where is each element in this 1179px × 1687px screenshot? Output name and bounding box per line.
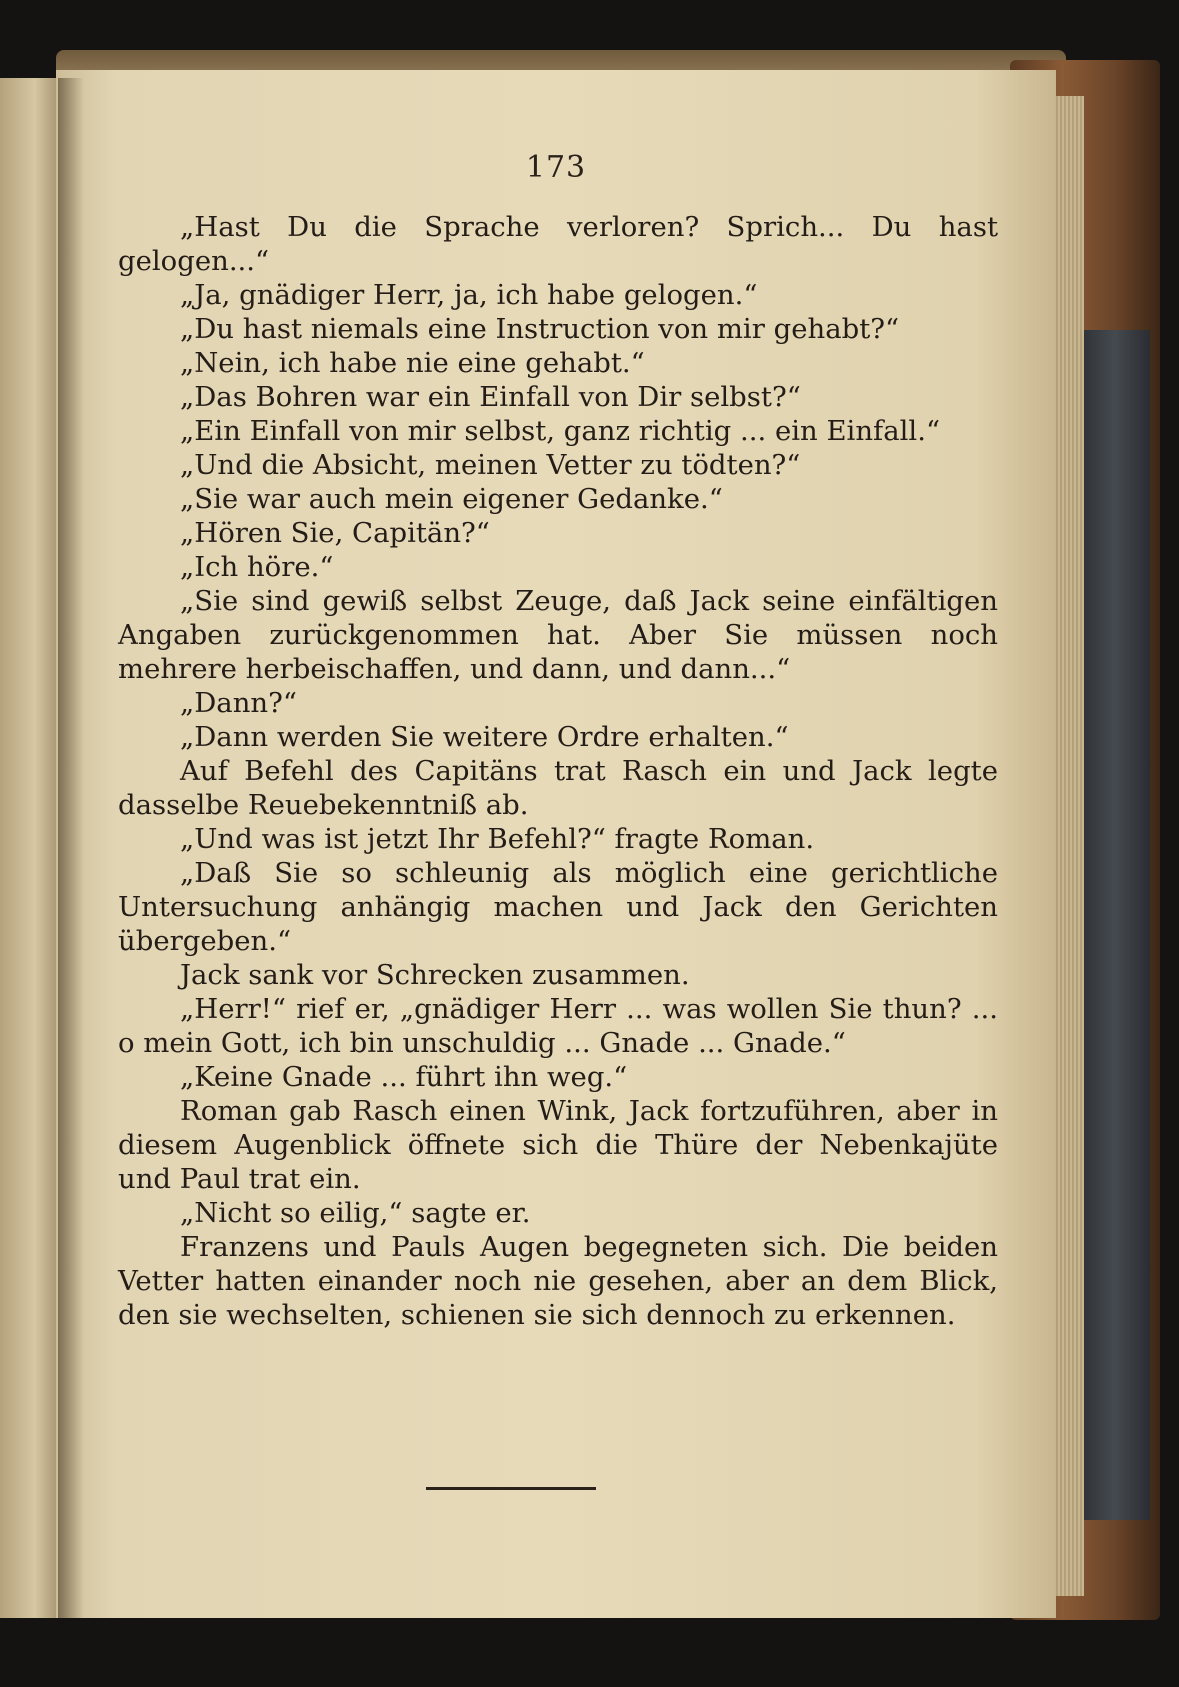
paragraph: Roman gab Rasch einen Wink, Jack fortzuführen, aber in diesem Augenblick öffnete sich die Thüre der Nebenkajüte und Paul trat ein. — [118, 1095, 998, 1195]
paragraph: „Sie war auch mein eigener Gedanke.“ — [180, 483, 723, 515]
spine-shadow — [58, 78, 84, 1618]
paragraph: „Hast Du die Sprache verloren? Sprich... Du hast gelogen...“ — [118, 211, 998, 277]
book-page — [56, 70, 1056, 1618]
paragraph: „Hören Sie, Capitän?“ — [180, 517, 490, 549]
paragraph: „Keine Gnade ... führt ihn weg.“ — [180, 1061, 628, 1093]
page-text — [118, 210, 998, 1332]
paragraph: „Dann?“ — [180, 687, 297, 719]
paragraph: „Herr!“ rief er, „gnädiger Herr ... was wollen Sie thun? ... o mein Gott, ich bin unschuldig ... Gnade ... Gnade.“ — [118, 993, 998, 1059]
paragraph: „Du hast niemals eine Instruction von mir gehabt?“ — [180, 313, 900, 345]
paragraph: „Nicht so eilig,“ sagte er. — [180, 1197, 531, 1229]
paragraph: Jack sank vor Schrecken zusammen. — [180, 959, 690, 991]
paragraph: „Daß Sie so schleunig als möglich eine gerichtliche Untersuchung anhängig machen und Jack den Gerichten übergeben.“ — [118, 857, 998, 957]
book-cover-board — [1080, 330, 1150, 1520]
paragraph: „Und was ist jetzt Ihr Befehl?“ fragte Roman. — [180, 823, 815, 855]
paragraph: „Das Bohren war ein Einfall von Dir selbst?“ — [180, 381, 801, 413]
page-number: 173 — [525, 150, 587, 185]
paragraph: „Nein, ich habe nie eine gehabt.“ — [180, 347, 645, 379]
paragraph: „Sie sind gewiß selbst Zeuge, daß Jack seine einfältigen Angaben zurückgenommen hat. Aber Sie müssen noch mehrere herbeischaffen, und dann, und dann...“ — [118, 585, 998, 685]
paragraph: Auf Befehl des Capitäns trat Rasch ein und Jack legte dasselbe Reuebekenntniß ab. — [118, 755, 998, 821]
paragraph: „Ja, gnädiger Herr, ja, ich habe gelogen.“ — [180, 279, 758, 311]
paragraph: „Dann werden Sie weitere Ordre erhalten.“ — [180, 721, 789, 753]
left-page-edge — [0, 78, 62, 1618]
paragraph: „Ein Einfall von mir selbst, ganz richtig ... ein Einfall.“ — [180, 415, 941, 447]
end-rule — [426, 1487, 596, 1490]
paragraph: Franzens und Pauls Augen begegneten sich. Die beiden Vetter hatten einander noch nie gesehen, aber an dem Blick, den sie wechselten, schienen sie sich dennoch zu erkennen. — [118, 1231, 998, 1331]
paragraph: „Ich höre.“ — [180, 551, 334, 583]
paragraph: „Und die Absicht, meinen Vetter zu tödten?“ — [180, 449, 801, 481]
